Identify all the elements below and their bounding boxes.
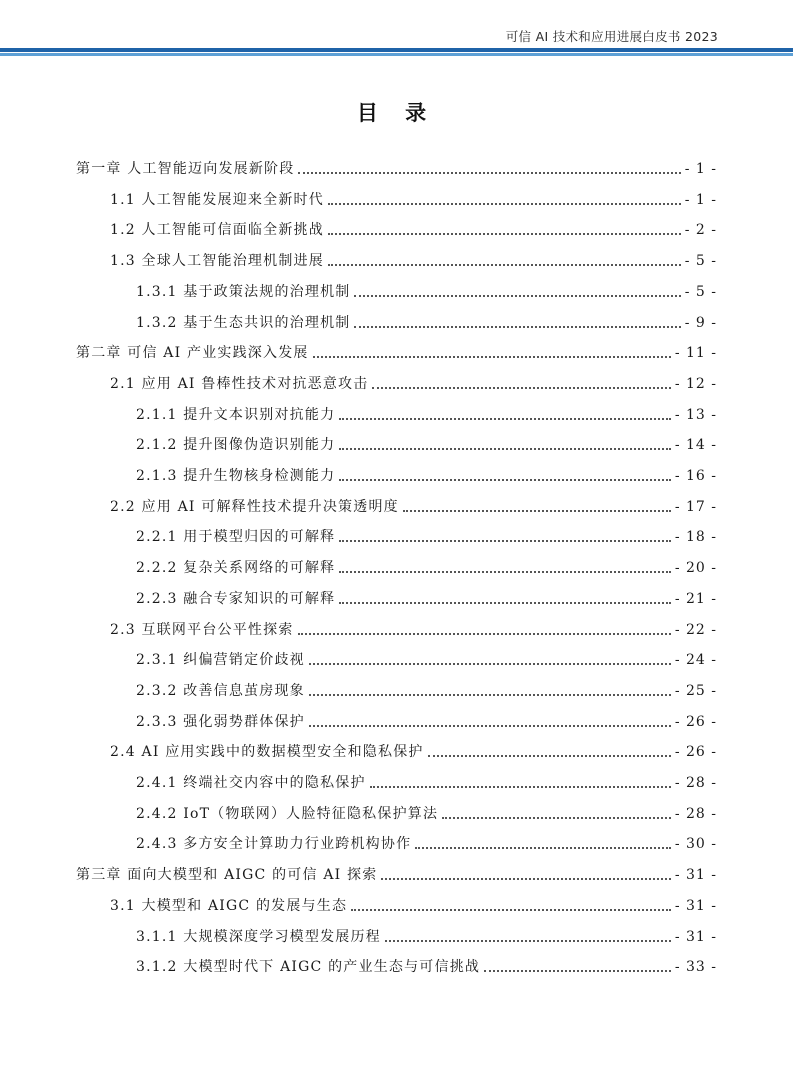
toc-dot-leader: [381, 877, 670, 880]
header-rule-dark: [0, 48, 793, 52]
toc-dot-leader: [354, 294, 680, 297]
toc-entry[interactable]: [136, 400, 717, 424]
toc-dot-leader: [339, 601, 671, 604]
toc-dot-leader: [313, 355, 671, 358]
toc-entry-page: - 28 -: [674, 775, 717, 791]
toc-entry[interactable]: [110, 737, 717, 761]
toc-entry-title: 2.1 应用 AI 鲁棒性技术对抗恶意攻击: [110, 375, 369, 392]
toc-entry-page: - 2 -: [684, 222, 717, 239]
toc-dot-leader: [484, 969, 671, 972]
toc-dot-leader: [428, 754, 671, 757]
toc-entry-title: 2.1.1 提升文本识别对抗能力: [136, 406, 336, 423]
toc-entry-title: 第二章 可信 AI 产业实践深入发展: [76, 345, 309, 362]
toc-entry-title: 2.3.3 强化弱势群体保护: [136, 713, 305, 730]
toc-entry-page: - 1 -: [684, 161, 717, 177]
toc-entry-title: 第一章 人工智能迈向发展新阶段: [76, 161, 295, 177]
toc-entry-title: 2.3.2 改善信息茧房现象: [136, 682, 305, 699]
toc-entry-page: - 21 -: [674, 590, 717, 607]
toc-entry[interactable]: [136, 768, 717, 792]
toc-entry-title: 1.3 全球人工智能治理机制进展: [110, 253, 324, 270]
toc-entry[interactable]: [136, 461, 717, 485]
toc-dot-leader: [442, 816, 671, 819]
toc-entry-title: 3.1 大模型和 AIGC 的发展与生态: [110, 897, 348, 914]
toc-dot-leader: [328, 263, 681, 266]
header-rule-light: [0, 53, 793, 56]
toc-entry-title: 2.2.2 复杂关系网络的可解释: [136, 560, 336, 577]
toc-entry-title: 2.2 应用 AI 可解释性技术提升决策透明度: [110, 498, 399, 515]
toc-entry-page: - 26 -: [674, 744, 717, 761]
toc-entry-page: - 31 -: [674, 928, 717, 945]
toc-entry[interactable]: [136, 829, 717, 853]
toc-dot-leader: [351, 908, 671, 911]
toc-entry-title: 2.2.3 融合专家知识的可解释: [136, 590, 336, 607]
toc-dot-leader: [339, 447, 671, 450]
toc-entry-title: 2.2.1 用于模型归因的可解释: [136, 529, 336, 546]
toc-entry-page: - 18 -: [674, 529, 717, 546]
toc-entry-page: - 28 -: [674, 805, 717, 822]
toc-entry-title: 2.3.1 纠偏营销定价歧视: [136, 652, 305, 669]
toc-entry[interactable]: [110, 215, 717, 239]
toc-heading: 目 录: [356, 101, 437, 125]
toc-entry[interactable]: [136, 799, 717, 823]
toc-entry[interactable]: [110, 492, 717, 516]
toc-entry-title: 1.1 人工智能发展迎来全新时代: [110, 191, 324, 208]
toc-dot-leader: [298, 171, 680, 174]
toc-dot-leader: [339, 539, 671, 542]
toc-entry-page: - 9 -: [684, 314, 717, 331]
toc-entry[interactable]: [136, 277, 717, 301]
toc-entry-title: 3.1.2 大模型时代下 AIGC 的产业生态与可信挑战: [136, 959, 481, 976]
toc-entry[interactable]: [136, 584, 717, 608]
toc-entry-page: - 25 -: [674, 682, 717, 699]
toc-entry-page: - 31 -: [674, 867, 717, 884]
toc-entry-title: 第三章 面向大模型和 AIGC 的可信 AI 探索: [76, 867, 378, 884]
toc-entry[interactable]: [110, 185, 717, 209]
toc-entry[interactable]: [110, 246, 717, 270]
toc-entry-page: - 11 -: [674, 345, 717, 362]
toc-entry[interactable]: [136, 707, 717, 731]
toc-dot-leader: [309, 724, 671, 727]
toc-entry-title: 2.3 互联网平台公平性探索: [110, 621, 294, 638]
toc-entry[interactable]: [136, 553, 717, 577]
toc-dot-leader: [403, 509, 671, 512]
toc-entry-title: 2.4.3 多方安全计算助力行业跨机构协作: [136, 836, 412, 853]
toc-entry-page: - 22 -: [674, 621, 717, 638]
toc-dot-leader: [339, 570, 671, 573]
toc-entry-page: - 1 -: [684, 191, 717, 208]
toc-entry-page: - 26 -: [674, 713, 717, 730]
toc-dot-leader: [309, 693, 671, 696]
toc-entry-title: 1.3.1 基于政策法规的治理机制: [136, 283, 351, 300]
toc-entry-page: - 16 -: [674, 468, 717, 484]
toc-dot-leader: [298, 632, 671, 635]
toc-entry-page: - 5 -: [684, 253, 717, 270]
toc-entry-page: - 12 -: [674, 375, 717, 392]
toc-entry[interactable]: [76, 154, 717, 178]
toc-dot-leader: [328, 202, 681, 205]
toc-dot-leader: [370, 785, 671, 788]
toc-dot-leader: [354, 325, 680, 328]
toc-entry[interactable]: [136, 430, 717, 454]
toc-entry-page: - 31 -: [674, 897, 717, 914]
toc-entry[interactable]: [136, 308, 717, 332]
toc-entry[interactable]: [136, 645, 717, 669]
toc-entry-title: 2.1.3 提升生物核身检测能力: [136, 468, 336, 484]
toc-entry-title: 2.4.2 IoT（物联网）人脸特征隐私保护算法: [136, 805, 439, 822]
toc-dot-leader: [385, 939, 671, 942]
toc-entry-page: - 30 -: [674, 836, 717, 853]
toc-entry-page: - 14 -: [674, 437, 717, 454]
toc-entry-page: - 33 -: [674, 959, 717, 976]
toc-entry-page: - 13 -: [674, 406, 717, 423]
toc-entry-title: 1.2 人工智能可信面临全新挑战: [110, 222, 324, 239]
toc-dot-leader: [309, 662, 671, 665]
toc-entry[interactable]: [136, 522, 717, 546]
toc-entry-page: - 20 -: [674, 560, 717, 577]
toc-entry[interactable]: [136, 676, 717, 700]
toc-entry[interactable]: [136, 952, 717, 976]
toc-entry[interactable]: [110, 891, 717, 915]
toc-entry-title: 2.4 AI 应用实践中的数据模型安全和隐私保护: [110, 744, 424, 761]
toc-entry[interactable]: [136, 922, 717, 946]
toc-entry[interactable]: [110, 615, 717, 639]
toc-entry-page: - 17 -: [674, 498, 717, 515]
toc-entry[interactable]: [110, 369, 717, 393]
toc-entry-title: 2.1.2 提升图像伪造识别能力: [136, 437, 336, 454]
toc-entry[interactable]: [76, 338, 717, 362]
toc-dot-leader: [415, 846, 671, 849]
toc-entry-page: - 24 -: [674, 652, 717, 669]
header-title: 可信 AI 技术和应用进展白皮书 2023: [505, 29, 718, 44]
toc-entry-page: - 5 -: [684, 283, 717, 300]
toc-entry[interactable]: [76, 860, 717, 884]
toc-dot-leader: [372, 386, 670, 389]
toc-entry-title: 2.4.1 终端社交内容中的隐私保护: [136, 775, 366, 791]
toc-entry-title: 1.3.2 基于生态共识的治理机制: [136, 314, 351, 331]
toc-entry-title: 3.1.1 大规模深度学习模型发展历程: [136, 928, 381, 945]
toc-dot-leader: [328, 232, 681, 235]
toc-dot-leader: [339, 417, 671, 420]
toc-dot-leader: [339, 478, 671, 481]
